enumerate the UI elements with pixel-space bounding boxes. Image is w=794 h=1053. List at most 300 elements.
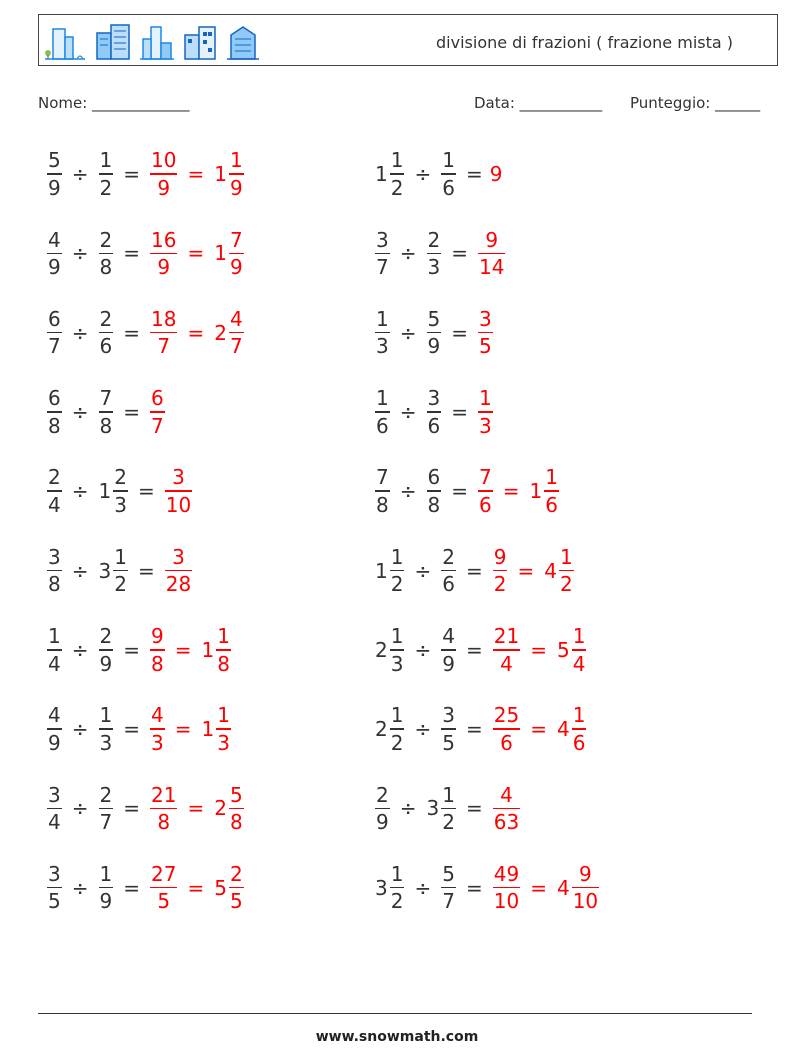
- answer: [162, 467, 195, 515]
- question: [44, 227, 147, 280]
- whole-number: 1: [98, 479, 112, 504]
- denominator: 4: [48, 810, 61, 835]
- dividend: [372, 227, 393, 280]
- denominator: 3: [427, 255, 441, 280]
- denominator: 4: [572, 651, 586, 676]
- divide-sign: ÷: [399, 399, 417, 424]
- question: [44, 861, 147, 914]
- numerator: 3: [48, 782, 61, 807]
- problem-5: [44, 304, 247, 362]
- fraction: [390, 705, 405, 753]
- numerator: 4: [229, 306, 243, 331]
- numerator: 2: [99, 306, 113, 331]
- fraction: [493, 861, 520, 914]
- question: [44, 626, 147, 674]
- denominator: 3: [390, 651, 404, 676]
- numerator: 9: [579, 861, 592, 886]
- equals-sign: =: [137, 479, 155, 504]
- numerator: 3: [479, 306, 492, 331]
- denominator: 2: [442, 810, 455, 835]
- fraction: [229, 150, 244, 198]
- equals-sign: =: [123, 637, 140, 662]
- numerator: 1: [99, 703, 113, 728]
- numerator: 3: [48, 861, 61, 886]
- equals-sign: =: [187, 241, 205, 266]
- question: [372, 544, 490, 597]
- denominator: 8: [376, 492, 389, 517]
- divide-sign: ÷: [399, 479, 417, 504]
- fraction: [99, 227, 114, 280]
- answer-fraction: [147, 626, 168, 674]
- problem-3: [44, 224, 247, 282]
- whole-number: 1: [375, 558, 388, 583]
- numerator: 5: [48, 148, 61, 173]
- fraction: [441, 544, 456, 597]
- question: [44, 782, 147, 835]
- denominator: 5: [157, 889, 171, 914]
- equals-sign: =: [451, 479, 468, 504]
- fraction: [216, 705, 231, 753]
- whole-number: 3: [375, 875, 388, 900]
- fraction: [572, 705, 587, 753]
- answer-fraction: [490, 782, 523, 835]
- divide-sign: ÷: [71, 479, 89, 504]
- numerator: 1: [390, 861, 404, 886]
- fraction: [47, 388, 62, 436]
- answer: [490, 705, 590, 753]
- score-field: Punteggio: ______: [630, 94, 761, 112]
- question: [44, 467, 162, 515]
- whole-number: 3: [426, 796, 440, 821]
- equals-sign: =: [123, 875, 140, 900]
- answer-fraction: [147, 388, 168, 436]
- fraction: [559, 544, 574, 597]
- answer-mixed: [554, 626, 589, 674]
- fraction: [572, 861, 599, 914]
- numerator: 4: [500, 782, 513, 807]
- numerator: 5: [427, 306, 441, 331]
- denominator: 9: [157, 255, 171, 280]
- answer: [147, 861, 247, 914]
- denominator: 3: [217, 730, 230, 755]
- numerator: 6: [151, 386, 164, 411]
- dividend: [372, 544, 407, 597]
- answer: [490, 782, 523, 835]
- fraction: [493, 782, 520, 835]
- whole-number: 4: [544, 558, 557, 583]
- denominator: 7: [376, 255, 389, 280]
- fraction: [390, 861, 405, 914]
- answer-mixed: [211, 227, 246, 280]
- numerator: 1: [572, 624, 586, 648]
- denominator: 8: [48, 572, 61, 597]
- answer-mixed: [541, 544, 576, 597]
- dividend: [44, 861, 65, 914]
- fraction: [375, 227, 390, 280]
- denominator: 6: [442, 572, 455, 597]
- equals-sign: =: [530, 717, 547, 742]
- denominator: 9: [427, 334, 441, 359]
- numerator: 21: [493, 624, 520, 648]
- divisor: [96, 544, 131, 597]
- fraction: [150, 782, 177, 835]
- answer-fraction: [475, 306, 496, 359]
- equals-sign: =: [465, 796, 483, 821]
- answer-mixed: [199, 705, 234, 753]
- equals-sign: =: [465, 637, 483, 662]
- numerator: 49: [493, 861, 520, 886]
- numerator: 6: [427, 465, 441, 490]
- fraction: [229, 861, 244, 914]
- denominator: 4: [48, 651, 61, 676]
- fraction: [47, 306, 62, 359]
- problem-20: [372, 859, 602, 917]
- answer: [490, 861, 602, 914]
- building-icon-5: [225, 23, 261, 61]
- answer-fraction: [475, 388, 496, 436]
- numerator: 4: [48, 227, 61, 252]
- divide-sign: ÷: [414, 875, 432, 900]
- fraction: [99, 705, 114, 753]
- numerator: 7: [229, 227, 243, 252]
- divide-sign: ÷: [414, 162, 432, 186]
- answer: [147, 626, 234, 674]
- problem-10: [372, 462, 562, 520]
- numerator: 3: [427, 386, 441, 411]
- numerator: 1: [376, 306, 389, 331]
- equals-sign: =: [123, 162, 140, 186]
- whole-number: 2: [375, 637, 388, 662]
- fraction: [441, 150, 456, 198]
- numerator: 27: [151, 861, 177, 886]
- dividend: [372, 306, 393, 359]
- answer-mixed: [211, 782, 246, 835]
- fraction: [150, 705, 165, 753]
- building-icon-2: [93, 23, 133, 61]
- denominator: 7: [157, 334, 171, 359]
- numerator: 3: [442, 703, 455, 728]
- whole-number: 1: [375, 162, 388, 186]
- divisor: [424, 782, 459, 835]
- whole-number: 4: [556, 875, 570, 900]
- fraction: [47, 544, 62, 597]
- answer: [147, 150, 247, 198]
- numerator: 1: [442, 148, 455, 173]
- answer: [475, 306, 496, 359]
- numerator: 1: [479, 386, 492, 411]
- question: [372, 861, 490, 914]
- divisor: [96, 227, 117, 280]
- equals-sign: =: [123, 320, 140, 345]
- divisor: [438, 705, 459, 753]
- question: [372, 150, 490, 198]
- dividend: [44, 705, 65, 753]
- question: [372, 467, 475, 515]
- denominator: 6: [479, 492, 492, 517]
- fraction: [390, 544, 405, 597]
- date-field: Data: ___________: [474, 94, 603, 112]
- denominator: 2: [390, 572, 404, 597]
- dividend: [44, 626, 65, 674]
- dividend: [372, 626, 407, 674]
- problem-18: [372, 779, 523, 837]
- denominator: 8: [99, 413, 113, 438]
- denominator: 5: [229, 889, 243, 914]
- divisor: [96, 150, 117, 198]
- question: [372, 626, 490, 674]
- numerator: 7: [99, 386, 113, 411]
- denominator: 6: [545, 492, 558, 517]
- fraction: [165, 544, 192, 597]
- denominator: 3: [114, 492, 127, 517]
- answer: [475, 388, 496, 436]
- answer-mixed: [211, 861, 246, 914]
- denominator: 9: [48, 255, 61, 280]
- fraction: [47, 782, 62, 835]
- divide-sign: ÷: [71, 399, 89, 424]
- numerator: 3: [48, 544, 61, 569]
- fraction: [150, 306, 177, 359]
- dividend: [372, 782, 393, 835]
- divide-sign: ÷: [71, 637, 89, 662]
- whole-number: 1: [201, 717, 215, 742]
- denominator: 8: [48, 413, 61, 438]
- numerator: 1: [99, 148, 113, 173]
- fraction: [47, 227, 62, 280]
- dividend: [372, 388, 393, 436]
- divide-sign: ÷: [71, 320, 89, 345]
- denominator: 6: [427, 413, 441, 438]
- fraction: [47, 150, 62, 198]
- fraction: [375, 388, 390, 436]
- fraction: [99, 388, 114, 436]
- equals-sign: =: [187, 875, 205, 900]
- equals-sign: =: [465, 717, 483, 742]
- numerator: 1: [99, 861, 113, 886]
- building-icon-3: [139, 23, 175, 61]
- fraction: [375, 467, 390, 515]
- answer-fraction: [475, 227, 508, 280]
- fraction: [150, 227, 177, 280]
- equals-sign: =: [187, 162, 205, 186]
- whole-number: 1: [201, 637, 215, 662]
- denominator: 6: [376, 413, 389, 438]
- footer-url: www.snowmath.com: [315, 1029, 479, 1045]
- divisor: [424, 306, 445, 359]
- fraction: [375, 782, 390, 835]
- equals-sign: =: [451, 399, 468, 424]
- equals-sign: =: [187, 796, 205, 821]
- answer: [147, 782, 247, 835]
- problem-13: [44, 621, 234, 679]
- problem-17: [44, 779, 247, 837]
- denominator: 6: [572, 730, 586, 755]
- denominator: 9: [442, 651, 455, 676]
- answer-mixed: [554, 861, 602, 914]
- numerator: 2: [48, 465, 61, 490]
- fraction: [493, 544, 508, 597]
- denominator: 2: [390, 730, 404, 755]
- question: [372, 306, 475, 359]
- fraction: [441, 626, 456, 674]
- numerator: 5: [229, 782, 243, 807]
- answer-fraction: [162, 467, 195, 515]
- numerator: 2: [442, 544, 455, 569]
- whole-number: 1: [529, 479, 543, 504]
- numerator: 2: [99, 782, 113, 807]
- fraction: [493, 705, 520, 753]
- equals-sign: =: [465, 162, 483, 186]
- fraction: [150, 388, 165, 436]
- denominator: 10: [493, 889, 520, 914]
- whole-number: 1: [214, 241, 227, 266]
- numerator: 2: [99, 624, 113, 648]
- fraction: [99, 150, 114, 198]
- fraction: [229, 227, 244, 280]
- answer-fraction: [490, 626, 523, 674]
- denominator: 8: [217, 651, 230, 676]
- answer: [147, 388, 168, 436]
- answer-fraction: [147, 705, 168, 753]
- equals-sign: =: [530, 875, 547, 900]
- denominator: 10: [572, 889, 599, 914]
- denominator: 6: [442, 175, 455, 200]
- numerator: 1: [217, 624, 230, 648]
- fraction: [544, 467, 559, 515]
- numerator: 1: [442, 782, 455, 807]
- question: [372, 388, 475, 436]
- problem-14: [372, 621, 589, 679]
- name-field: Nome: _____________: [38, 94, 190, 112]
- divisor: [96, 306, 117, 359]
- denominator: 7: [151, 413, 164, 438]
- equals-sign: =: [123, 717, 140, 742]
- numerator: 2: [427, 227, 441, 252]
- equals-sign: =: [465, 558, 483, 583]
- divide-sign: ÷: [71, 241, 89, 266]
- question: [44, 388, 147, 436]
- answer-mixed: [554, 705, 589, 753]
- denominator: 7: [48, 334, 61, 359]
- answer: [147, 227, 247, 280]
- denominator: 2: [559, 572, 573, 597]
- answer-whole: 9: [489, 162, 503, 186]
- equals-sign: =: [530, 637, 547, 662]
- numerator: 9: [485, 227, 499, 252]
- denominator: 8: [427, 492, 441, 517]
- whole-number: 5: [556, 637, 570, 662]
- equals-sign: =: [123, 399, 140, 424]
- answer-mixed: [211, 150, 246, 198]
- fraction: [99, 306, 114, 359]
- numerator: 1: [48, 624, 61, 648]
- problem-7: [44, 383, 168, 441]
- question: [44, 544, 162, 597]
- fraction: [47, 705, 62, 753]
- equals-sign: =: [123, 241, 140, 266]
- fraction: [165, 467, 192, 515]
- fraction: [572, 626, 587, 674]
- fraction: [390, 626, 405, 674]
- divisor: [96, 861, 117, 914]
- denominator: 3: [99, 730, 113, 755]
- question: [44, 150, 147, 198]
- denominator: 14: [479, 255, 505, 280]
- whole-number: 2: [214, 320, 227, 345]
- fraction: [427, 306, 442, 359]
- numerator: 1: [114, 544, 127, 569]
- numerator: 1: [229, 148, 243, 173]
- answer-fraction: [147, 306, 180, 359]
- fraction: [150, 150, 177, 198]
- denominator: 9: [99, 889, 113, 914]
- divisor: [96, 467, 131, 515]
- denominator: 2: [99, 175, 113, 200]
- numerator: 1: [559, 544, 573, 569]
- numerator: 9: [151, 624, 164, 648]
- divide-sign: ÷: [71, 875, 89, 900]
- problem-6: [372, 304, 496, 362]
- divide-sign: ÷: [399, 320, 417, 345]
- numerator: 2: [99, 227, 113, 252]
- denominator: 7: [229, 334, 243, 359]
- whole-number: 2: [214, 796, 227, 821]
- answer-fraction: [490, 861, 523, 914]
- denominator: 7: [442, 889, 455, 914]
- fraction: [47, 467, 62, 515]
- dividend: [372, 705, 407, 753]
- dividend: [372, 467, 393, 515]
- equals-sign: =: [465, 875, 483, 900]
- fraction: [441, 705, 456, 753]
- denominator: 5: [48, 889, 61, 914]
- dividend: [44, 388, 65, 436]
- divide-sign: ÷: [414, 717, 432, 742]
- dividend: [372, 861, 407, 914]
- divide-sign: ÷: [399, 241, 417, 266]
- whole-number: 1: [214, 162, 227, 186]
- denominator: 5: [442, 730, 455, 755]
- dividend: [44, 227, 65, 280]
- numerator: 16: [151, 227, 177, 252]
- numerator: 2: [229, 861, 243, 886]
- fraction: [478, 306, 493, 359]
- denominator: 5: [479, 334, 492, 359]
- whole-number: 3: [98, 558, 112, 583]
- divisor: [424, 467, 445, 515]
- fraction: [427, 467, 442, 515]
- equals-sign: =: [187, 320, 205, 345]
- divisor: [438, 861, 459, 914]
- problem-11: [44, 542, 195, 600]
- divide-sign: ÷: [399, 796, 417, 821]
- fraction: [427, 388, 442, 436]
- worksheet-title: divisione di frazioni ( frazione mista ): [436, 33, 733, 52]
- denominator: 9: [48, 730, 61, 755]
- numerator: 21: [151, 782, 177, 807]
- equals-sign: =: [137, 558, 155, 583]
- problem-2: [372, 145, 502, 203]
- denominator: 7: [99, 810, 113, 835]
- problem-1: [44, 145, 247, 203]
- denominator: 2: [390, 889, 404, 914]
- divisor: [96, 388, 117, 436]
- denominator: 3: [479, 413, 492, 438]
- answer-fraction: [147, 227, 180, 280]
- denominator: 4: [48, 492, 61, 517]
- fraction: [113, 544, 128, 597]
- divisor: [424, 388, 445, 436]
